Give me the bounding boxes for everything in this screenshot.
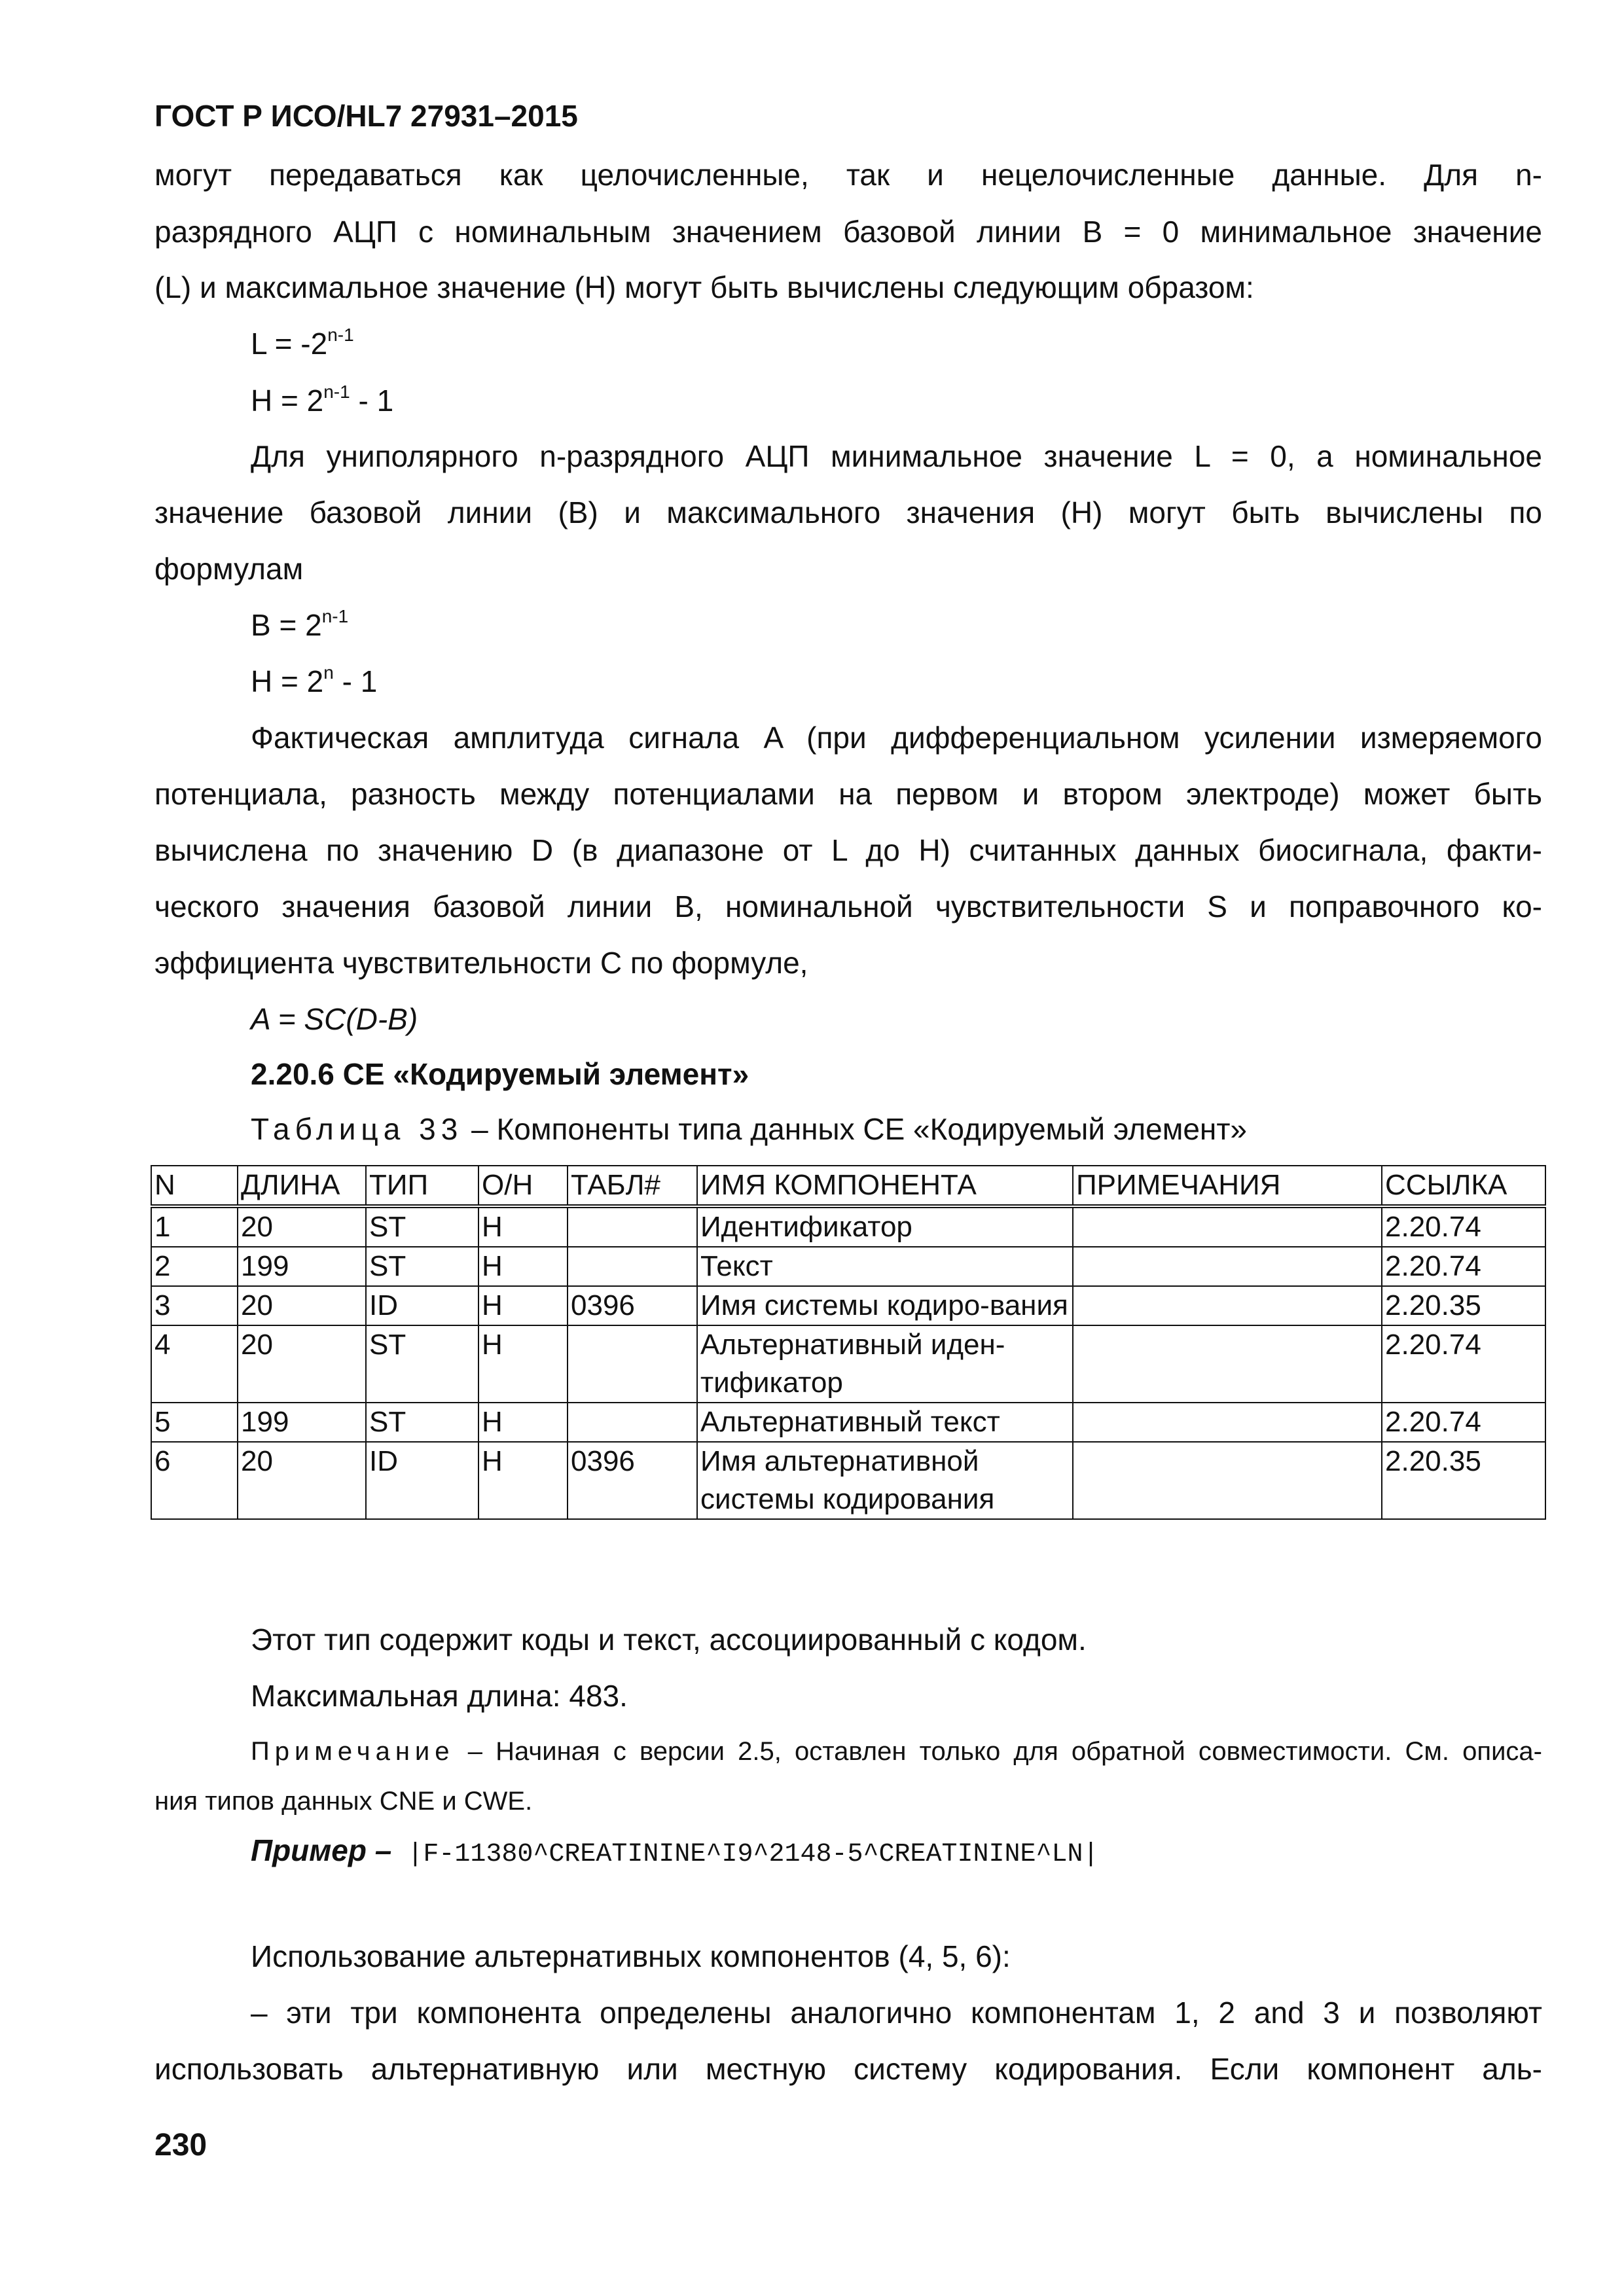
table-cell: 2.20.74 <box>1382 1247 1545 1286</box>
table-cell: 199 <box>238 1247 366 1286</box>
document-header: ГОСТ Р ИСО/HL7 27931–2015 <box>154 99 578 133</box>
table-cell: Альтернативный текст <box>697 1403 1073 1442</box>
table-cell <box>568 1206 697 1247</box>
table-row <box>151 1206 1545 1247</box>
table-cell <box>568 1325 697 1403</box>
table-cell: 20 <box>238 1442 366 1519</box>
paragraph-line: (L) и максимальное значение (H) могут быть вычислены следующим образом: <box>154 270 1254 304</box>
paragraph-line: потенциала, разность между потенциалами на первом и втором электроде) может быть <box>154 777 1542 811</box>
paragraph-line: вычислена по значению D (в диапазоне от L до H) считанных данных биосигнала, факти- <box>154 833 1542 867</box>
column-header: ТАБЛ# <box>568 1166 697 1206</box>
table-cell: 20 <box>238 1206 366 1247</box>
table-cell: 6 <box>151 1442 238 1519</box>
table-row <box>151 1247 1545 1286</box>
table-cell: 2.20.74 <box>1382 1206 1545 1247</box>
table-cell: 199 <box>238 1403 366 1442</box>
example-line: Пример – |F-11380^CREATININE^I9^2148-5^CREATININE^LN| <box>251 1833 1099 1869</box>
table-cell: 2.20.35 <box>1382 1442 1545 1519</box>
table-cell: 2.20.35 <box>1382 1286 1545 1325</box>
table-cell: Н <box>478 1403 568 1442</box>
page-number: 230 <box>154 2128 208 2162</box>
formula-l: $L = -2^{n-1}$ <box>251 325 354 361</box>
paragraph-line: использовать альтернативную или местную систему кодирования. Если компонент аль- <box>154 2052 1542 2086</box>
table-cell: ST <box>366 1206 478 1247</box>
table-cell: ST <box>366 1403 478 1442</box>
table-row <box>151 1403 1545 1442</box>
table-cell <box>568 1247 697 1286</box>
table-header-row <box>151 1166 1545 1206</box>
table-cell: ST <box>366 1247 478 1286</box>
column-header: ССЫЛКА <box>1382 1166 1545 1206</box>
table-cell: 2.20.74 <box>1382 1325 1545 1403</box>
paragraph-line: Фактическая амплитуда сигнала A (при дифференциальном усилении измеряемого <box>251 721 1542 755</box>
paragraph-line: формулам <box>154 552 304 586</box>
paragraph-line: Использование альтернативных компонентов (4, 5, 6): <box>251 1939 1011 1973</box>
table-cell: Н <box>478 1206 568 1247</box>
formula-h2: $H = 2^n - 1$ <box>251 662 378 698</box>
table-cell: ST <box>366 1325 478 1403</box>
table-cell: Имя системы кодиро-вания <box>697 1286 1073 1325</box>
column-header: ДЛИНА <box>238 1166 366 1206</box>
formula-b: $B = 2^{n-1}$ <box>251 606 349 642</box>
table-cell: Н <box>478 1442 568 1519</box>
paragraph-line: значение базовой линии (B) и максимального значения (H) могут быть вычислены по <box>154 495 1542 529</box>
table-cell: 20 <box>238 1286 366 1325</box>
column-header: ТИП <box>366 1166 478 1206</box>
table-cell: 3 <box>151 1286 238 1325</box>
paragraph-line: разрядного АЦП с номинальным значением базовой линии B = 0 минимальное значение <box>154 215 1542 249</box>
components-table <box>151 1165 1546 1520</box>
table-cell: Н <box>478 1325 568 1403</box>
table-cell: 0396 <box>568 1286 697 1325</box>
section-heading: 2.20.6 CE «Кодируемый элемент» <box>251 1057 749 1091</box>
paragraph-line: Этот тип содержит коды и текст, ассоциированный с кодом. <box>251 1623 1087 1657</box>
note-line: ния типов данных CNE и CWE. <box>154 1787 533 1816</box>
paragraph-line: – эти три компонента определены аналогично компонентам 1, 2 and 3 и позволяют <box>251 1996 1542 2030</box>
table-cell: Н <box>478 1286 568 1325</box>
paragraph-line: эффициента чувствительности C по формуле, <box>154 946 808 980</box>
paragraph-line: Для униполярного n-разрядного АЦП минимальное значение L = 0, а номинальное <box>251 439 1542 473</box>
table-cell <box>1073 1206 1382 1247</box>
paragraph-line: ческого значения базовой линии B, номинальной чувствительности S и поправочного ко- <box>154 889 1542 924</box>
table-cell: Альтернативный иден-тификатор <box>697 1325 1073 1403</box>
column-header: ПРИМЕЧАНИЯ <box>1073 1166 1382 1206</box>
table-cell <box>1073 1286 1382 1325</box>
table-row <box>151 1325 1545 1403</box>
column-header: О/Н <box>478 1166 568 1206</box>
table-cell: Текст <box>697 1247 1073 1286</box>
table-cell: Идентификатор <box>697 1206 1073 1247</box>
paragraph-line: Максимальная длина: 483. <box>251 1679 628 1713</box>
note-line: Примечание – Начиная с версии 2.5, оставлен только для обратной совместимости. См. описа- <box>251 1737 1542 1766</box>
table-cell <box>568 1403 697 1442</box>
column-header: ИМЯ КОМПОНЕНТА <box>697 1166 1073 1206</box>
table-cell: Имя альтернативной системы кодирования <box>697 1442 1073 1519</box>
table-cell: 0396 <box>568 1442 697 1519</box>
table-cell: 2 <box>151 1247 238 1286</box>
table-cell <box>1073 1325 1382 1403</box>
table-cell: ID <box>366 1442 478 1519</box>
table-cell: 1 <box>151 1206 238 1247</box>
table-cell: ID <box>366 1286 478 1325</box>
table-cell: 5 <box>151 1403 238 1442</box>
paragraph-line: могут передаваться как целочисленные, так и нецелочисленные данные. Для n- <box>154 158 1542 192</box>
table-cell: 2.20.74 <box>1382 1403 1545 1442</box>
table-caption: Таблица 33 – Компоненты типа данных CE «Кодируемый элемент» <box>251 1112 1247 1146</box>
table-row <box>151 1286 1545 1325</box>
column-header: N <box>151 1166 238 1206</box>
formula-h: $H = 2^{n-1} - 1$ <box>251 382 394 418</box>
table-cell: 4 <box>151 1325 238 1403</box>
table-cell <box>1073 1442 1382 1519</box>
table-cell <box>1073 1403 1382 1442</box>
table-row <box>151 1442 1545 1519</box>
table-cell: 20 <box>238 1325 366 1403</box>
table-cell <box>1073 1247 1382 1286</box>
formula-amplitude: A = SC(D-B) <box>251 1002 418 1036</box>
table-cell: Н <box>478 1247 568 1286</box>
